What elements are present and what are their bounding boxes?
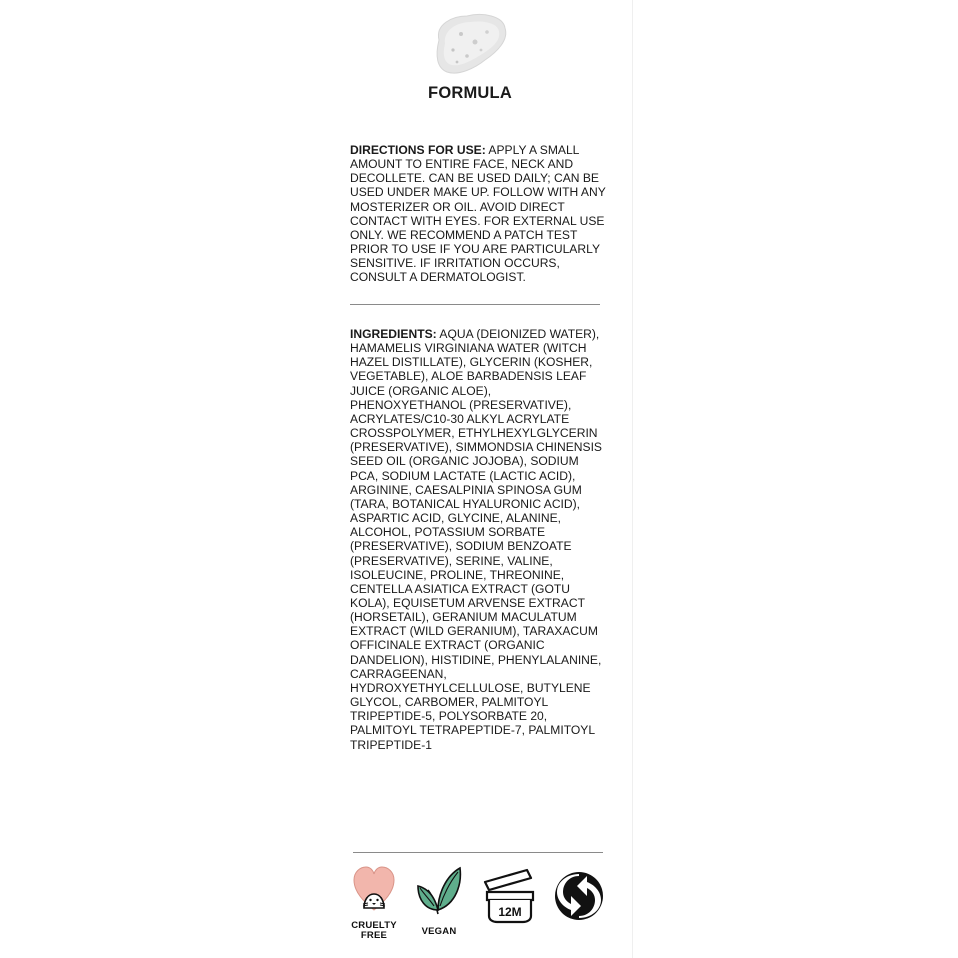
directions-label: DIRECTIONS FOR USE:: [350, 143, 486, 157]
ingredients-section: [350, 327, 606, 752]
directions-section: [350, 143, 606, 285]
bunny-heart-icon: [350, 864, 398, 916]
green-dot-badge: [553, 870, 605, 927]
pao-label: 12M: [498, 905, 522, 919]
cruelty-free-badge: [347, 864, 401, 941]
product-info-panel: [335, 0, 633, 958]
ingredients-text: AQUA (DEIONIZED WATER), HAMAMELIS VIRGINIANA WATER (WITCH HAZEL DISTILLATE), GLYCERIN (KOSHER, VEGETABLE), ALOE BARBADENSIS LEAF JUICE (ORGANIC ALOE), PHENOXYETHANOL (PRESERVATIVE), ACRYLATES/C10-30 ALKYL ACRYLATE CROSSPOLYMER, ETHYLHEXYLGLYCERIN (PRESERVATIVE), SIMMONDSIA CHINENSIS SEED OIL (ORGANIC JOJOBA), SODIUM PCA, SODIUM LACTATE (LACTIC ACID), ARGININE, CAESALPINIA SPINOSA GUM (TARA, BOTANICAL HYALURONIC ACID), ASPARTIC ACID, GLYCINE, ALANINE, ALCOHOL, POTASSIUM SORBATE (PRESERVATIVE), SODIUM BENZOATE (PRESERVATIVE), SERINE, VALINE, ISOLEUCINE, PROLINE, THREONINE, CENTELLA ASIATICA EXTRACT (GOTU KOLA), EQUISETUM ARVENSE EXTRACT (HORSETAIL), GERANIUM MACULATUM EXTRACT (WILD GERANIUM), TARAXACUM OFFICINALE EXTRACT (ORGANIC DANDELION), HISTIDINE, PHENYLALANINE, CARRAGEENAN, HYDROXYETHYLCELLULOSE, BUTYLENE GLYCOL, CARBOMER, PALMITOYL TRIPEPTIDE-5, POLYSORBATE 20, PALMITOYL TETRAPEPTIDE-7, PALMITOYL TRIPEPTIDE-1: [350, 327, 602, 752]
divider: [353, 852, 603, 853]
pao-12m-badge: [481, 868, 539, 929]
vegan-badge: [413, 864, 465, 937]
directions-text: APPLY A SMALL AMOUNT TO ENTIRE FACE, NECK AND DECOLLETE. CAN BE USED DAILY; CAN BE USED UNDER MAKE UP. FOLLOW WITH ANY MOSTERIZER OR OIL. AVOID DIRECT CONTACT WITH EYES. FOR EXTERNAL USE ONLY. WE RECOMMEND A PATCH TEST PRIOR TO USE IF YOU ARE PARTICULARLY SENSITIVE. IF IRRITATION OCCURS, CONSULT A DERMATOLOGIST.: [350, 143, 606, 285]
open-jar-12m-icon: [481, 868, 539, 924]
ingredients-label: INGREDIENTS:: [350, 327, 437, 341]
gel-swatch-icon: [431, 10, 511, 76]
leaf-icon: [414, 864, 464, 916]
green-dot-recycle-icon: [553, 870, 605, 922]
cruelty-free-label-line1: CRUELTY: [351, 920, 397, 931]
vegan-label: VEGAN: [421, 926, 457, 937]
cruelty-free-label-line2: FREE: [360, 930, 388, 941]
formula-heading: FORMULA: [428, 84, 512, 102]
divider: [350, 304, 600, 305]
